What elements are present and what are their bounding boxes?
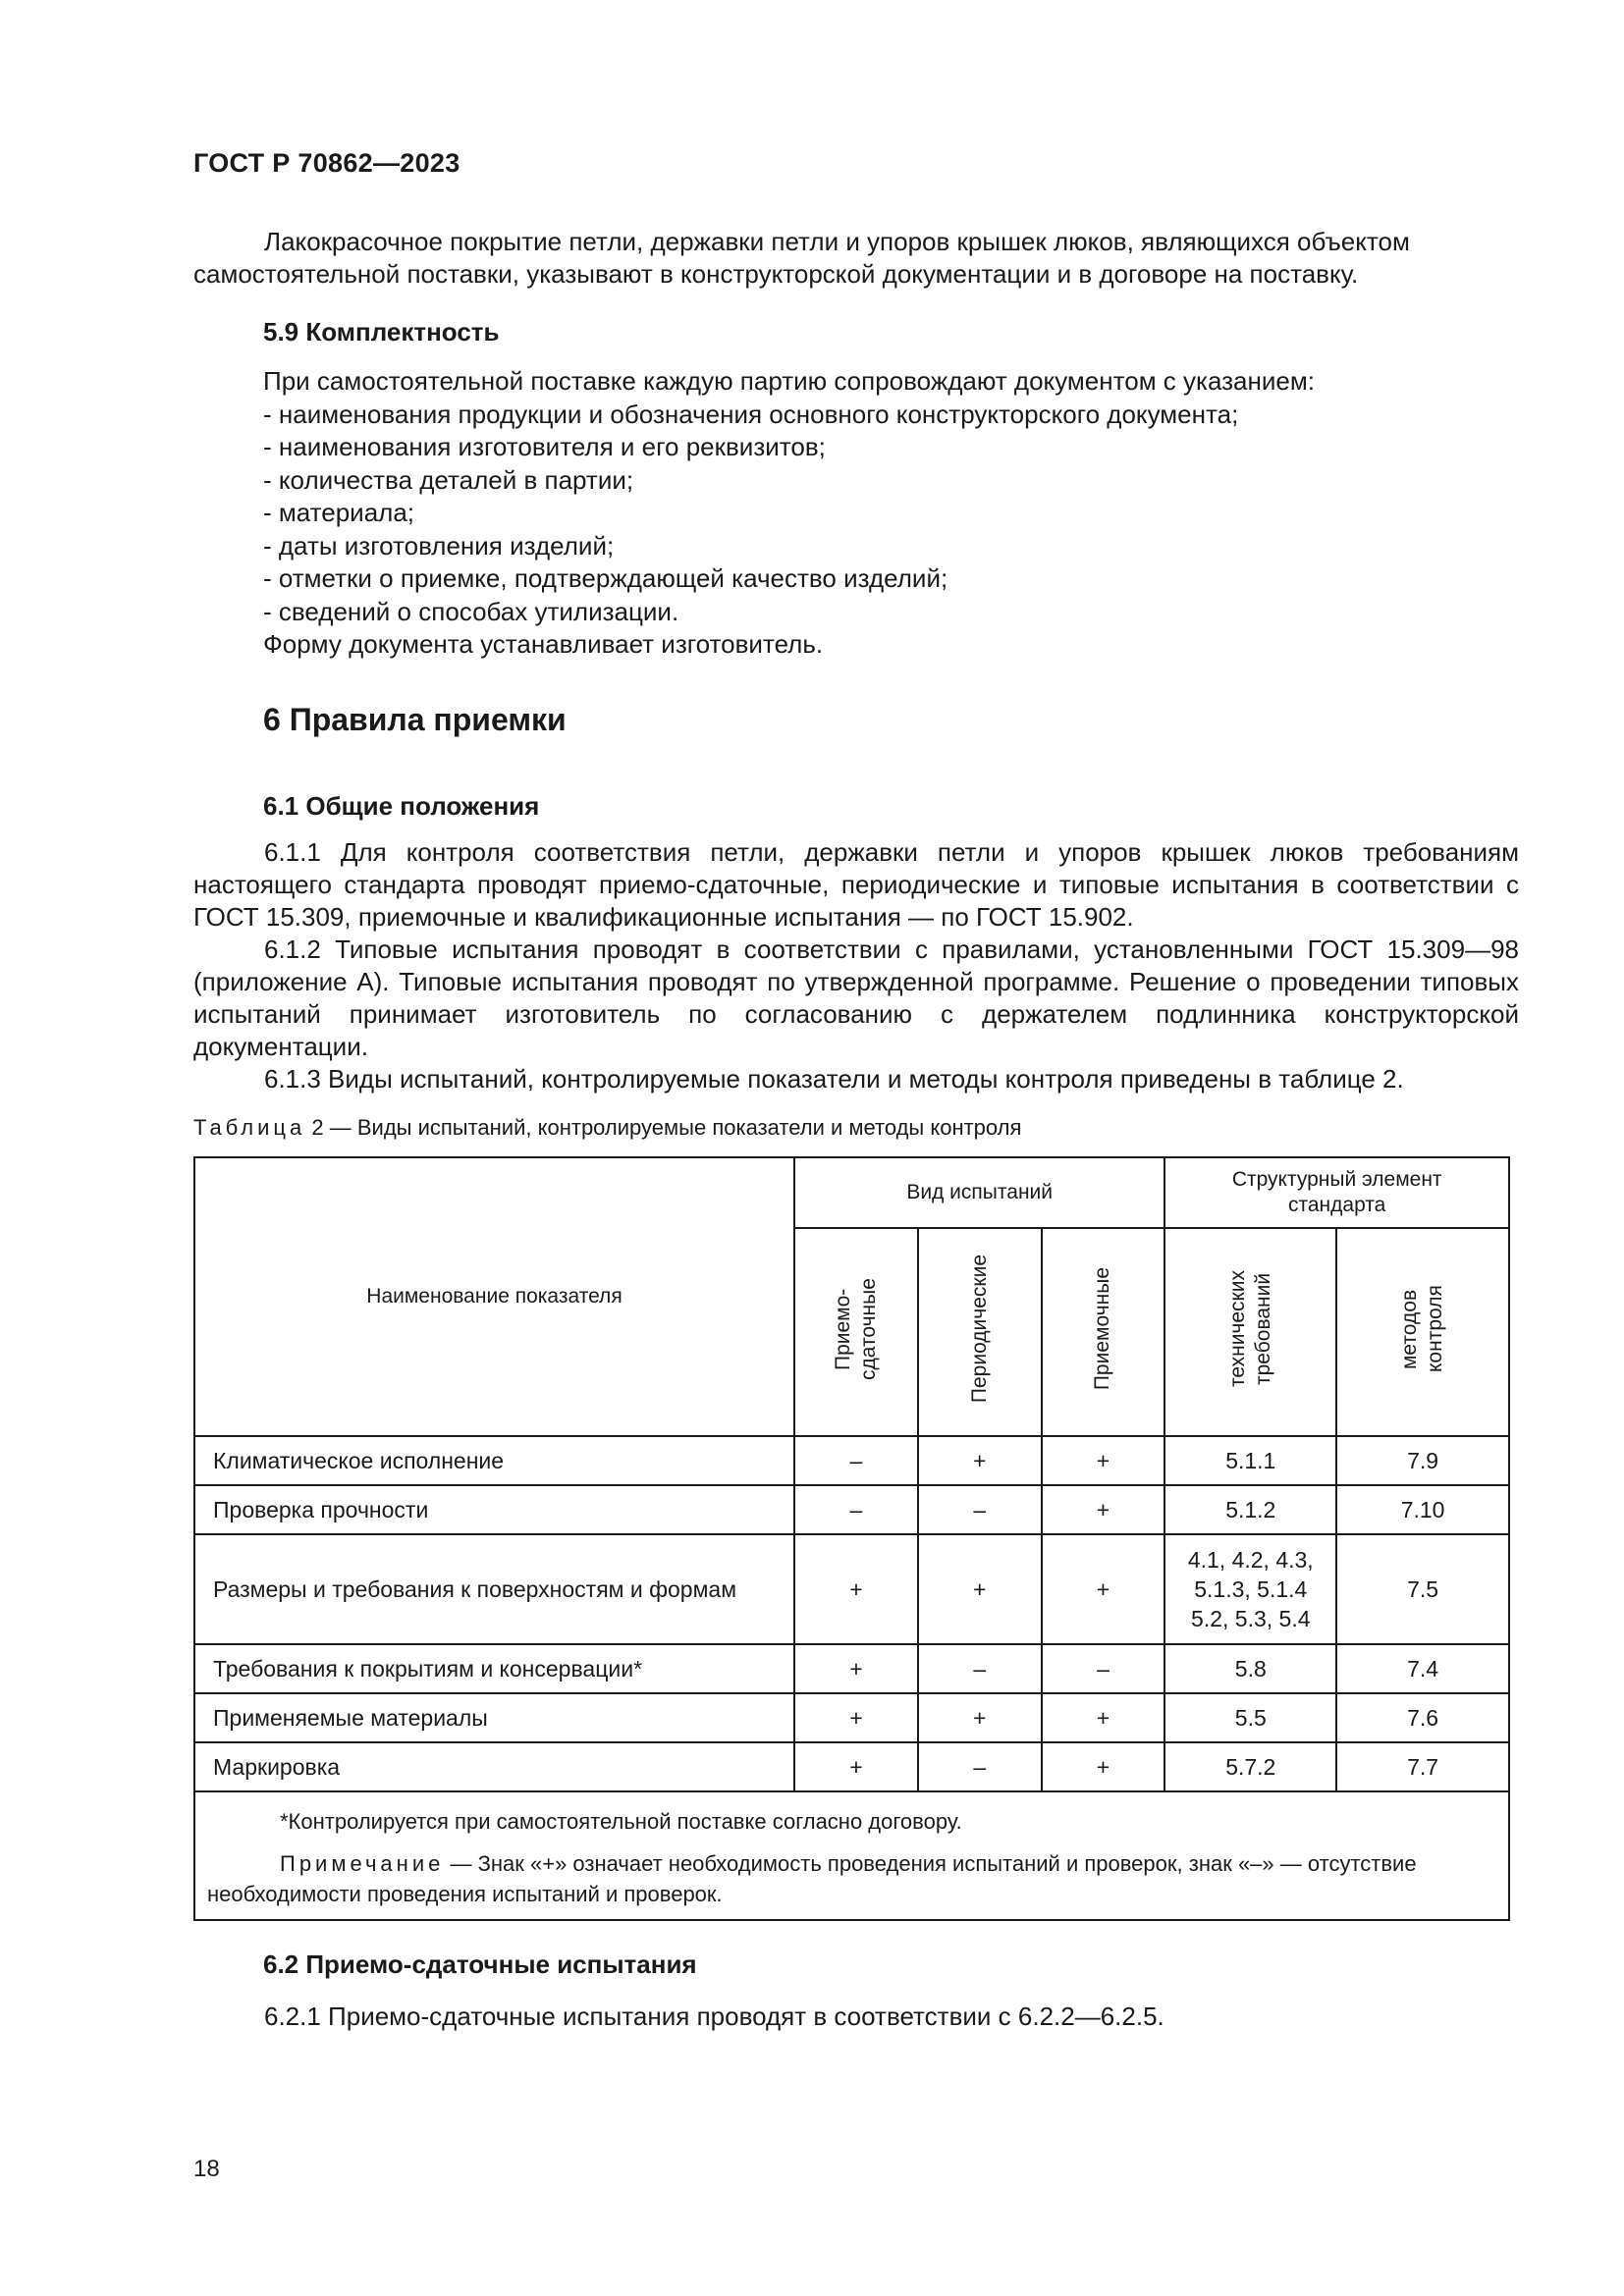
row-name: Применяемые материалы — [194, 1693, 794, 1742]
row-name: Требования к покрытиям и консервации* — [194, 1644, 794, 1693]
col-header-control-methods — [1336, 1228, 1509, 1436]
list-item: При самостоятельной поставке каждую партию сопровождают документом с указанием: — [263, 366, 1315, 396]
paragraph-6-1-1: 6.1.1 Для контроля соответствия петли, державки петли и упоров крышек люков требованиям настоящего стандарта проводят приемо-сдаточные, периодические и типовые испытания в соответствии с ГОСТ 15.309, приемочные и квалификационные испытания — по ГОСТ 15.902. — [193, 837, 1519, 932]
cell-acceptance: + — [1042, 1693, 1165, 1742]
col-header-acceptance-delivery — [794, 1228, 918, 1436]
list-item: - количества деталей в партии; — [263, 464, 634, 495]
intro-paragraph: Лакокрасочное покрытие петли, державки петли и упоров крышек люков, являющихся объектом самостоятельной поставки, указывают в конструкторской документации и в договоре на поставку. — [193, 227, 1410, 289]
cell-tech-requirements: 5.1.2 — [1164, 1485, 1336, 1534]
row-name: Проверка прочности — [194, 1485, 794, 1534]
cell-control-methods: 7.6 — [1336, 1693, 1509, 1742]
cell-acceptance: + — [1042, 1436, 1165, 1485]
col-header-label: методов контроля — [1398, 1285, 1447, 1372]
table-row — [194, 1436, 1509, 1485]
section-6-title: 6 Правила приемки — [263, 702, 567, 737]
cell-periodic: + — [918, 1436, 1042, 1485]
note-label: Примечание — [280, 1851, 445, 1876]
row-name: Размеры и требования к поверхностям и формам — [194, 1534, 794, 1644]
table-footer — [194, 1791, 1509, 1920]
cell-acceptance: + — [1042, 1742, 1165, 1791]
col-header-acceptance — [1042, 1228, 1165, 1436]
cell-tech-requirements: 4.1, 4.2, 4.3, 5.1.3, 5.1.4 5.2, 5.3, 5.4 — [1164, 1534, 1336, 1644]
cell-control-methods: 7.7 — [1336, 1742, 1509, 1791]
cell-control-methods: 7.9 — [1336, 1436, 1509, 1485]
row-name: Климатическое исполнение — [194, 1436, 794, 1485]
table-footer-row — [194, 1791, 1509, 1920]
col-header-label: Периодические — [967, 1254, 991, 1404]
cell-acceptance-delivery: – — [794, 1485, 918, 1534]
section-6-1-title: 6.1 Общие положения — [263, 791, 540, 821]
cell-acceptance-delivery: + — [794, 1534, 918, 1644]
col-header-label: Приемочные — [1091, 1266, 1114, 1391]
list-item: - наименования изготовителя и его реквизитов; — [263, 432, 826, 461]
cell-control-methods: 7.5 — [1336, 1534, 1509, 1644]
list-item: - сведений о способах утилизации. — [263, 596, 679, 626]
cell-acceptance: – — [1042, 1644, 1165, 1693]
col-header-tech-requirements — [1164, 1228, 1336, 1436]
section-5-9-list — [263, 365, 1520, 662]
list-item: Форму документа устанавливает изготовитель. — [263, 629, 824, 659]
list-item: - отметки о приемке, подтверждающей качество изделий; — [263, 563, 948, 593]
table-row — [194, 1534, 1509, 1644]
page-number: 18 — [193, 2156, 220, 2182]
table-note — [207, 1848, 1496, 1909]
paragraph-6-1-3: 6.1.3 Виды испытаний, контролируемые показатели и методы контроля приведены в таблице 2. — [264, 1064, 1404, 1094]
note-text: — Знак «+» означает необходимость проведения испытаний и проверок, знак «–» — отсутствие необходимости проведения испытаний и проверок. — [207, 1851, 1417, 1906]
cell-acceptance: + — [1042, 1485, 1165, 1534]
cell-acceptance-delivery: + — [794, 1742, 918, 1791]
list-item: - даты изготовления изделий; — [263, 530, 615, 561]
row-name: Маркировка — [194, 1742, 794, 1791]
col-header-periodic — [918, 1228, 1042, 1436]
cell-periodic: + — [918, 1534, 1042, 1644]
table-row — [194, 1644, 1509, 1693]
list-item: - наименования продукции и обозначения основного конструкторского документа; — [263, 399, 1239, 429]
table-footnote: *Контролируется при самостоятельной поставке согласно договору. — [280, 1809, 962, 1834]
cell-periodic: – — [918, 1742, 1042, 1791]
col-header-label: Приемо-сдаточные — [831, 1277, 880, 1380]
table-caption-text: 2 — Виды испытаний, контролируемые показатели и методы контроля — [311, 1115, 1022, 1140]
tests-table — [193, 1156, 1510, 1921]
col-header-name: Наименование показателя — [194, 1157, 794, 1436]
paragraph-6-1-2: 6.1.2 Типовые испытания проводят в соответствии с правилами, установленными ГОСТ 15.309—98 (приложение А). Типовые испытания проводят по утвержденной программе. Решение о проведении типовых испытаний принимает изготовитель по согласованию с держателем подлинника конструкторской документации. — [193, 934, 1519, 1061]
cell-periodic: + — [918, 1693, 1042, 1742]
col-header-label: технических требований — [1225, 1270, 1274, 1387]
col-header-structural-element: Структурный элемент стандарта — [1164, 1157, 1509, 1228]
cell-acceptance-delivery: – — [794, 1436, 918, 1485]
cell-control-methods: 7.10 — [1336, 1485, 1509, 1534]
cell-tech-requirements: 5.8 — [1164, 1644, 1336, 1693]
section-5-9-title: 5.9 Комплектность — [263, 317, 500, 347]
table-caption — [193, 1115, 1021, 1141]
table-row — [194, 1693, 1509, 1742]
cell-tech-requirements: 5.1.1 — [1164, 1436, 1336, 1485]
cell-acceptance-delivery: + — [794, 1693, 918, 1742]
cell-acceptance-delivery: + — [794, 1644, 918, 1693]
section-6-2-title: 6.2 Приемо-сдаточные испытания — [263, 1949, 697, 1979]
cell-periodic: – — [918, 1485, 1042, 1534]
cell-control-methods: 7.4 — [1336, 1644, 1509, 1693]
col-header-test-types: Вид испытаний — [794, 1157, 1164, 1228]
table-row — [194, 1485, 1509, 1534]
document-header: ГОСТ Р 70862—2023 — [193, 148, 460, 178]
table-caption-word: Таблица — [193, 1115, 306, 1140]
table-row — [194, 1742, 1509, 1791]
cell-periodic: – — [918, 1644, 1042, 1693]
cell-tech-requirements: 5.7.2 — [1164, 1742, 1336, 1791]
list-item: - материала; — [263, 498, 415, 527]
paragraph-6-2-1: 6.2.1 Приемо-сдаточные испытания проводят в соответствии с 6.2.2—6.2.5. — [264, 2002, 1164, 2031]
cell-acceptance: + — [1042, 1534, 1165, 1644]
cell-tech-requirements: 5.5 — [1164, 1693, 1336, 1742]
